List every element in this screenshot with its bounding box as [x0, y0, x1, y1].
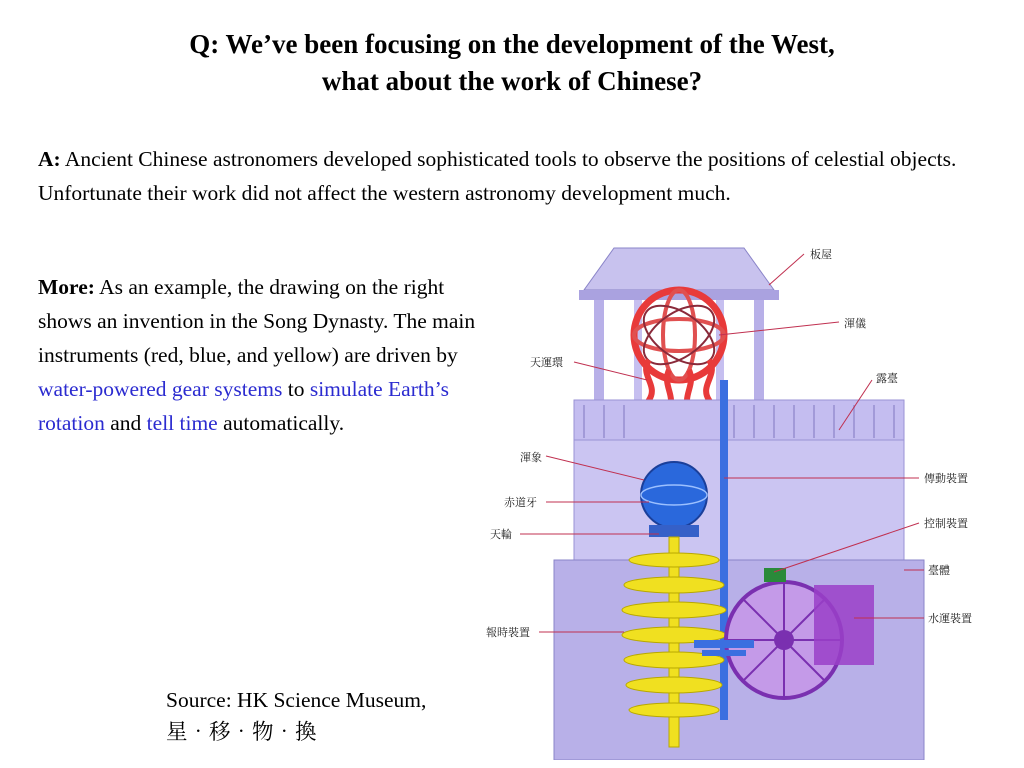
- slide-title: [60, 26, 964, 100]
- link-earth-rotation[interactable]: simulate Earth’s rotation: [38, 377, 449, 435]
- transmission-gear: [702, 650, 746, 656]
- control-lever: [764, 568, 786, 582]
- text-end: automatically.: [217, 411, 345, 435]
- drive-shaft: [720, 380, 728, 720]
- label-ecliptic-tooth: 赤道牙: [504, 496, 537, 509]
- link-tell-time[interactable]: tell time: [146, 411, 218, 435]
- water-machinery: [814, 585, 874, 665]
- label-globe: 渾象: [520, 451, 542, 464]
- label-roof: 板屋: [810, 248, 832, 261]
- title-line-1: Q: We’ve been focusing on the development of the West,: [189, 29, 835, 59]
- label-armillary: 渾儀: [844, 317, 866, 330]
- answer-prefix: A:: [38, 147, 61, 171]
- source-line-1: Source: HK Science Museum,: [166, 688, 427, 712]
- link-water-gear[interactable]: water-powered gear systems: [38, 377, 283, 401]
- source-line-2: 星‧移‧物‧換: [166, 720, 317, 744]
- source-credit: [166, 684, 526, 748]
- title-line-2: what about the work of Chinese?: [321, 66, 703, 96]
- more-prefix: More:: [38, 275, 95, 299]
- label-timekeeping: 報時裝置: [486, 626, 530, 639]
- label-water-drive: 水運裝置: [928, 612, 972, 625]
- transmission-gear: [694, 640, 754, 648]
- label-platform: 露臺: [876, 372, 898, 385]
- clock-tower-illustration: [484, 240, 1004, 760]
- celestial-globe: [641, 462, 707, 528]
- label-body: 臺體: [928, 564, 950, 577]
- astronomical-clock-tower-diagram: [484, 240, 1004, 760]
- more-text: As an example, the drawing on the right shows an invention in the Song Dynasty. The main instruments (red, blue, and yellow) are driven by: [38, 275, 476, 367]
- answer-text: Ancient Chinese astronomers developed sophisticated tools to observe the positions of celestial objects. Unfortunate their work did not affect the western astronomy development much.: [38, 147, 957, 205]
- label-control: 控制裝置: [924, 517, 968, 530]
- globe-stand: [649, 525, 699, 537]
- label-transmission: 傳動裝置: [924, 472, 968, 485]
- pavilion-column: [594, 300, 604, 400]
- pavilion-column: [754, 300, 764, 400]
- pavilion-roof: [584, 248, 774, 290]
- text-to: to: [282, 377, 310, 401]
- tower-upper-body: [574, 440, 904, 560]
- label-sky-ring: 天運環: [530, 356, 563, 369]
- label-sky-wheel: 天輪: [490, 528, 512, 541]
- answer-paragraph: [38, 142, 958, 210]
- more-paragraph: [38, 270, 484, 440]
- text-and: and: [104, 411, 147, 435]
